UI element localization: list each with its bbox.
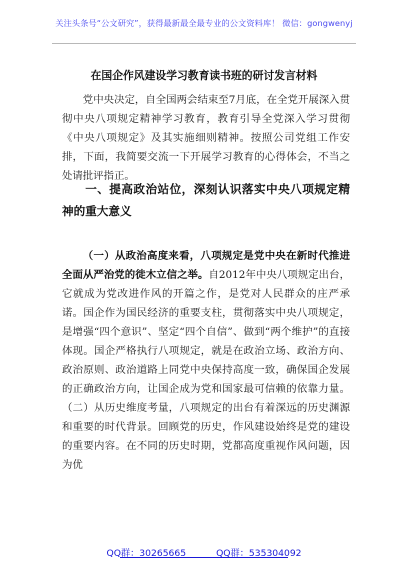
promo-banner-text: 关注头条号“公文研究”，获得最新最全最专业的公文资料库！ 微信：gongwenyj [55, 17, 353, 28]
section-1-paragraph [62, 247, 350, 475]
intro-paragraph: 党中央决定，自全国两会结束至7月底，在全党开展深入贯彻中央八项规定精神学习教育，教育引导全党深入学习贯彻《中央八项规定》及其实施细则精神。按照公司党组工作安排，下面，我简要交流一下开展学习教育的心得体会，不当之处请批评指正。 [62, 94, 350, 182]
footer-underline [120, 557, 288, 558]
header-banner [0, 0, 408, 46]
header-divider [52, 43, 356, 44]
section-1-heading: 一、提高政治站位，深刻认识落实中央八项规定精神的重大意义 [62, 182, 350, 218]
document-title: 在国企作风建设学习教育读书班的研讨发言材料 [90, 69, 318, 82]
section-1-body-text: 自2012年中央八项规定出台，它就成为党改进作风的开篇之作，是党对人民群众的庄严承诺。国企作为国民经济的重要支柱，贯彻落实中央八项规定，是增强“四个意识”、坚定“四个自信”、做到“两个维护”的直接体现。国企严格执行八项规定，就是在政治立场、政治方向、政治原则、政治道路上同党中央保持高度一致，确保国企发展的正确政治方向，让国企成为党和国家最可信赖的依靠力量。（二）从历史维度考量，八项规定的出台有着深远的历史渊源和重要的时代背景。回顾党的历史，作风建设始终是党的建设的重要内容。在不同的历史时期，党都高度重视作风问题，因为优 [62, 269, 350, 471]
qq-group-2[interactable]: QQ群：535304092 [216, 548, 302, 559]
qq-group-1[interactable]: QQ群：30265665 [106, 548, 187, 559]
section-1-lead-sentence: （一）从政治高度来看，八项规定是党中央在新时代推进全面从严治党的徙木立信之举。 [62, 250, 350, 281]
